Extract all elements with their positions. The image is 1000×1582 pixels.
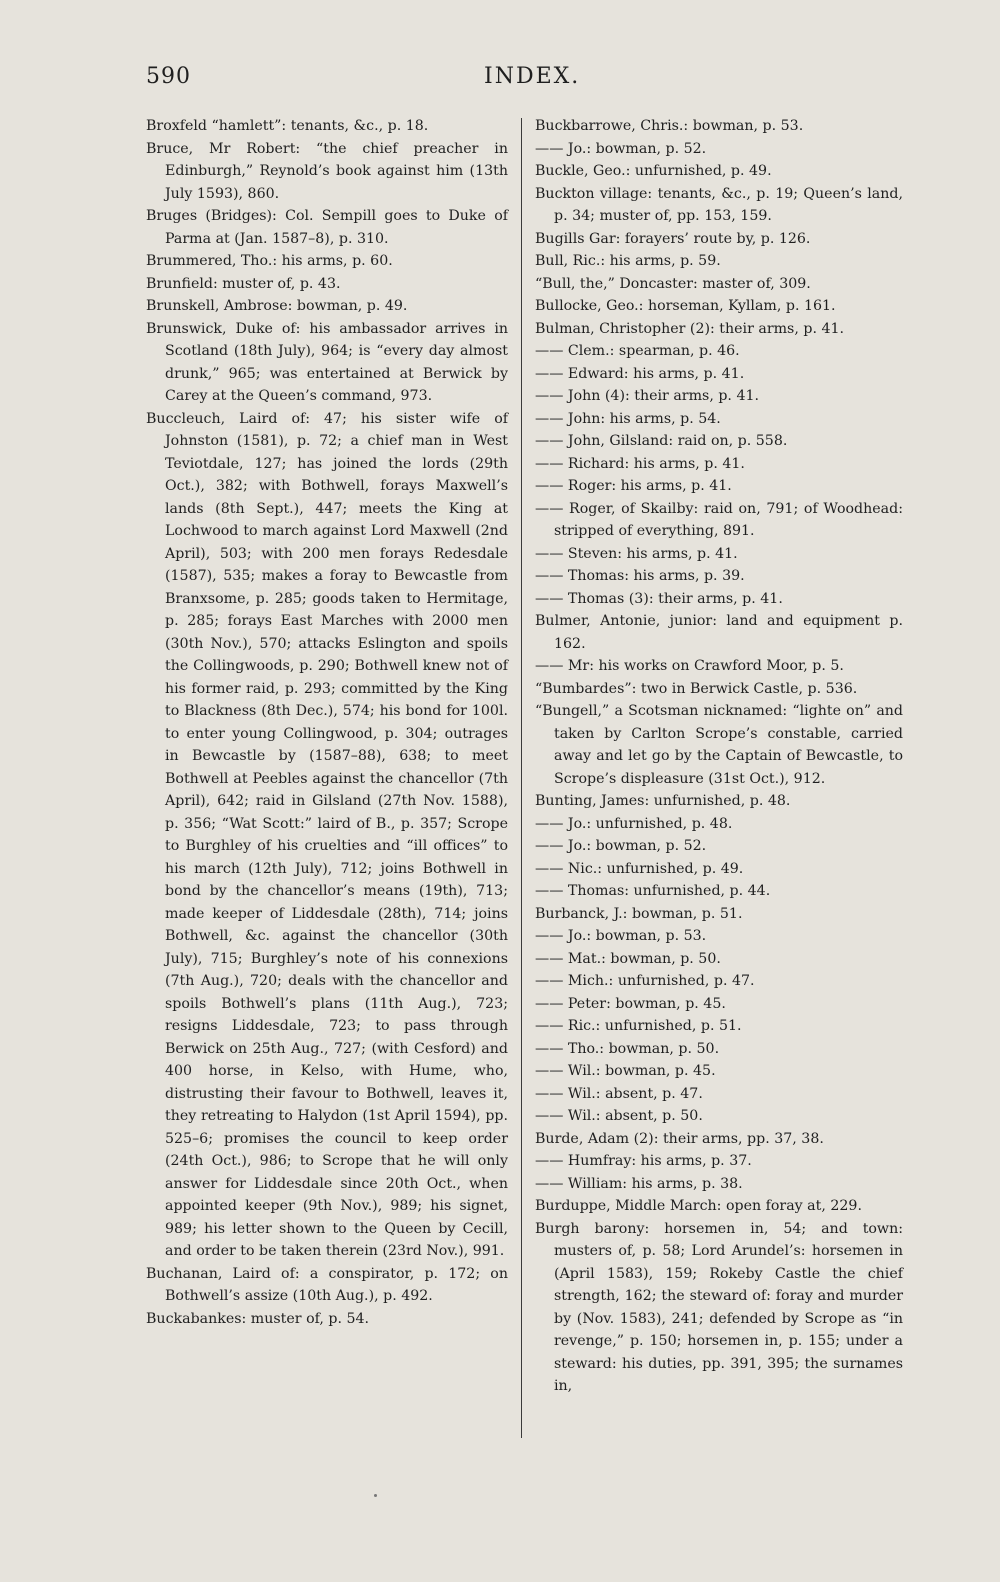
index-entry: —— John, Gilsland: raid on, p. 558.	[535, 433, 788, 449]
index-entry: —— Humfray: his arms, p. 37.	[535, 1153, 752, 1169]
index-entry: —— Richard: his arms, p. 41.	[535, 455, 745, 472]
index-entry: Bulmer, Antonie, junior: land and equipment p. 162.	[535, 613, 903, 652]
index-entry: Burgh barony: horsemen in, 54; and town: musters of, p. 58; Lord Arundel’s: horsemen in (April 1583), 159; Rokeby Castle the chief strength, 162; the steward of: foray and murder by (Nov. 1583), 241; defended by Scrope as “in revenge,” p. 150; horsemen in, p. 155; under a steward: his duties, pp. 391, 395; the surnames in,	[535, 1220, 903, 1394]
index-entry: —— Wil.: bowman, p. 45.	[535, 1063, 716, 1079]
index-entry: —— Tho.: bowman, p. 50.	[535, 1040, 720, 1057]
index-entry: —— Thomas (3): their arms, p. 41.	[535, 590, 783, 607]
running-head: INDEX.	[484, 64, 581, 89]
index-entry: Brunskell, Ambrose: bowman, p. 49.	[146, 298, 408, 314]
index-entry: “Bungell,” a Scotsman nicknamed: “lighte on” and taken by Carlton Scrope’s constable, carried away and let go by the Captain of Bewcastle, to Scrope’s displeasure (31st Oct.), 912.	[535, 703, 903, 787]
index-entry: —— Jo.: unfurnished, p. 48.	[535, 815, 733, 832]
index-entry: Buccleuch, Laird of: 47; his sister wife of Johnston (1581), p. 72; a chief man in West Teviotdale, 127; has joined the lords (29th Oct.), 382; with Bothwell, forays Maxwell’s lands (8th Sept.), 447; meets the King at Lochwood to march against Lord Maxwell (2nd April), 503; with 200 men forays Redesdale (1587), 535; makes a foray to Bewcastle from Branxsome, p. 285; goods taken to Hermitage, p. 285; forays East Marches with 2000 men (30th Nov.), 570; attacks Eslington and spoils the Collingwoods, p. 290; Bothwell knew not of his former raid, p. 293; committed by the King to Blackness (8th Dec.), 574; his bond for 100l. to enter young Collingwood, p. 304; outrages in Bewcastle by (1587–88), 638; to meet Bothwell at Peebles against the chancellor (7th April), 642; raid in Gilsland (27th Nov. 1588), p. 356; “Wat Scott:” laird of B., p. 357; Scrope to Burghley of his cruelties and “ill offices” to his march (12th July), 712; joins Bothwell in bond by the chancellor’s means (19th), 713; made keeper of Liddesdale (28th), 714; joins Bothwell, &c. against the chancellor (30th July), 715; Burghley’s note of his connexions (7th Aug.), 720; deals with the chancellor and spoils Bothwell’s plans (11th Aug.), 723; resigns Liddesdale, 723; to pass through Berwick on 25th Aug., 727; (with Cesford) and 400 horse, in Kelso, with Hume, who, distrusting their favour to Bothwell, leaves it, they retreating to Halydon (1st April 1594), pp. 525–6; promises the council to keep order (24th Oct.), 986; to Scrope that he will only answer for Liddesdale since 20th Oct., when appointed keeper (9th Nov.), 989; his signet, 989; his letter shown to the Queen by Cecill, and order to be taken therein (23rd Nov.), 991.	[146, 410, 508, 1259]
index-entry: —— John (4): their arms, p. 41.	[535, 388, 760, 404]
index-entry: Bullocke, Geo.: horseman, Kyllam, p. 161.	[535, 298, 836, 314]
index-entry: —— Mich.: unfurnished, p. 47.	[535, 973, 755, 989]
index-entry: —— William: his arms, p. 38.	[535, 1175, 743, 1192]
index-entry: —— Mat.: bowman, p. 50.	[535, 950, 721, 967]
index-entry: —— Thomas: his arms, p. 39.	[535, 568, 745, 584]
index-entry: Bulman, Christopher (2): their arms, p. 41.	[535, 320, 845, 337]
index-entry: Bull, Ric.: his arms, p. 59.	[535, 253, 721, 269]
index-entry: Bunting, James: unfurnished, p. 48.	[535, 793, 791, 809]
index-entry: “Bumbardes”: two in Berwick Castle, p. 536.	[535, 680, 858, 697]
index-entry: —— Jo.: bowman, p. 52.	[535, 838, 707, 854]
column-divider	[521, 118, 522, 1438]
index-entry: Bruges (Bridges): Col. Sempill goes to Duke of Parma at (Jan. 1587–8), p. 310.	[146, 208, 508, 247]
index-entry: Broxfeld “hamlett”: tenants, &c., p. 18.	[146, 118, 429, 134]
index-column-right	[535, 115, 903, 1398]
index-entry: Buckle, Geo.: unfurnished, p. 49.	[535, 163, 772, 179]
paper-speck	[374, 1494, 377, 1497]
index-column-left	[146, 115, 508, 1330]
index-entry: —— Jo.: bowman, p. 52.	[535, 140, 707, 157]
index-entry: —— Clem.: spearman, p. 46.	[535, 343, 740, 359]
index-entry: “Bull, the,” Doncaster: master of, 309.	[535, 275, 811, 292]
index-entry: —— Nic.: unfurnished, p. 49.	[535, 860, 744, 877]
index-entry: Burbanck, J.: bowman, p. 51.	[535, 905, 743, 922]
index-entry: Buckbarrowe, Chris.: bowman, p. 53.	[535, 118, 804, 134]
index-entry: Bugills Gar: forayers’ route by, p. 126.	[535, 230, 811, 247]
index-entry: Brummered, Tho.: his arms, p. 60.	[146, 253, 393, 269]
index-entry: —— Wil.: absent, p. 50.	[535, 1108, 703, 1124]
index-entry: Buchanan, Laird of: a conspirator, p. 172; on Bothwell’s assize (10th Aug.), p. 492.	[146, 1265, 508, 1304]
index-entry: —— Mr: his works on Crawford Moor, p. 5.	[535, 658, 844, 674]
index-entry: —— Jo.: bowman, p. 53.	[535, 928, 707, 944]
index-entry: Bruce, Mr Robert: “the chief preacher in Edinburgh,” Reynold’s book against him (13th July 1593), 860.	[146, 140, 508, 202]
index-entry: Buckton village: tenants, &c., p. 19; Queen’s land, p. 34; muster of, pp. 153, 159.	[535, 185, 903, 224]
index-entry: Burde, Adam (2): their arms, pp. 37, 38.	[535, 1130, 824, 1147]
index-entry: —— Steven: his arms, p. 41.	[535, 545, 738, 562]
index-entry: —— Roger: his arms, p. 41.	[535, 478, 732, 494]
index-entry: —— Edward: his arms, p. 41.	[535, 365, 745, 382]
page-number: 590	[146, 64, 191, 89]
index-entry: Brunfield: muster of, p. 43.	[146, 275, 341, 292]
index-entry: Buckabankes: muster of, p. 54.	[146, 1310, 370, 1327]
index-entry: —— Ric.: unfurnished, p. 51.	[535, 1018, 742, 1034]
index-entry: —— John: his arms, p. 54.	[535, 410, 721, 427]
index-entry: —— Wil.: absent, p. 47.	[535, 1085, 703, 1102]
index-entry: —— Roger, of Skailby: raid on, 791; of Woodhead: stripped of everything, 891.	[535, 500, 903, 539]
index-entry: —— Peter: bowman, p. 45.	[535, 995, 726, 1012]
index-entry: —— Thomas: unfurnished, p. 44.	[535, 883, 771, 899]
index-entry: Brunswick, Duke of: his ambassador arrives in Scotland (18th July), 964; is “every day almost drunk,” 965; was entertained at Berwick by Carey at the Queen’s command, 973.	[146, 320, 508, 404]
index-entry: Burduppe, Middle March: open foray at, 229.	[535, 1198, 862, 1214]
